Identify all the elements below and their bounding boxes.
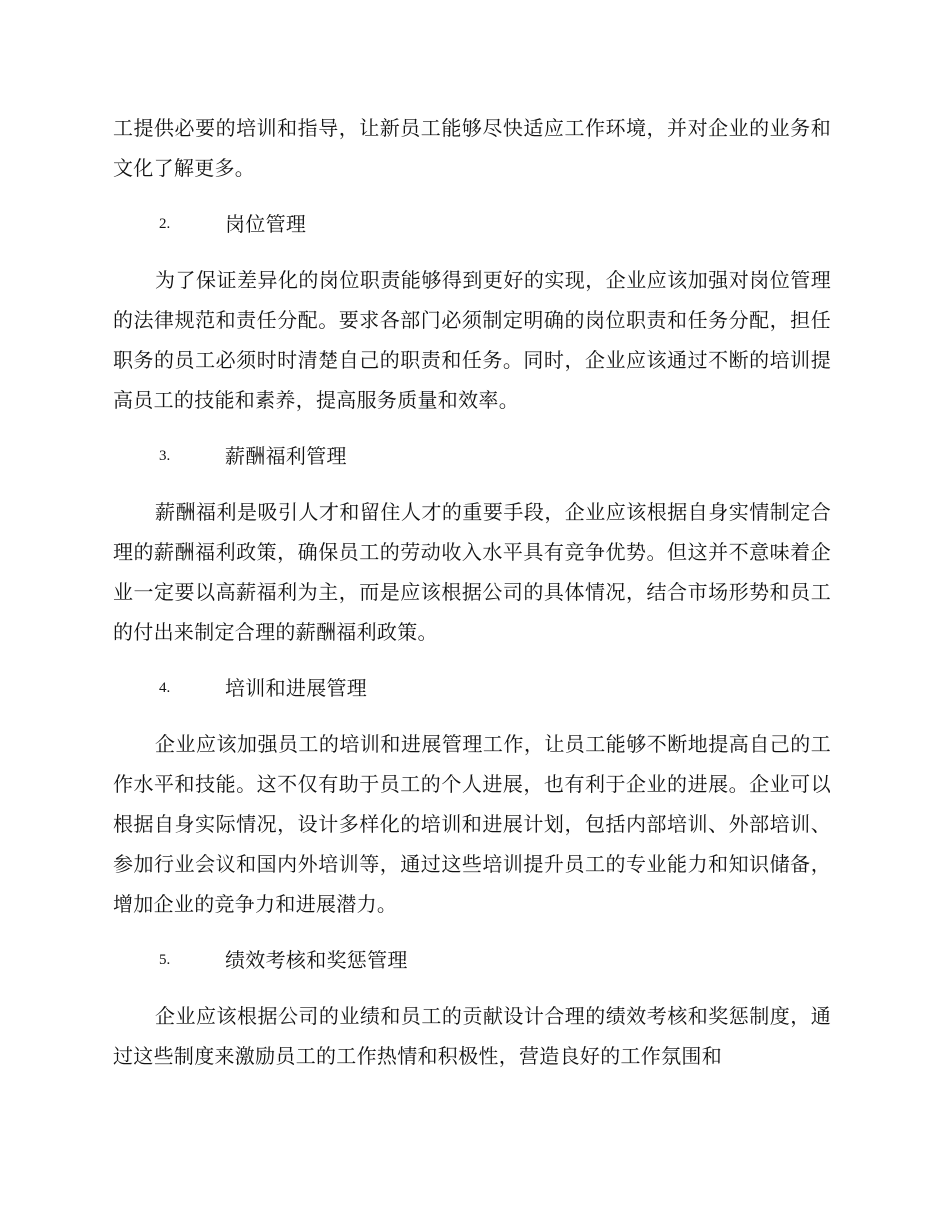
section-heading-5: [113, 940, 831, 980]
section-paragraph-5: 企业应该根据公司的业绩和员工的贡献设计合理的绩效考核和奖惩制度，通过这些制度来激励员工的工作热情和积极性，营造良好的工作氛围和: [113, 1004, 831, 1068]
intro-paragraph: 工提供必要的培训和指导，让新员工能够尽快适应工作环境，并对企业的业务和文化了解更多。: [113, 116, 831, 180]
section-number: 5.: [159, 952, 171, 968]
section-paragraph-4: 企业应该加强员工的培训和进展管理工作，让员工能够不断地提高自己的工作水平和技能。这不仅有助于员工的个人进展，也有利于企业的进展。企业可以根据自身实际情况，设计多样化的培训和进展计划，包括内部培训、外部培训、参加行业会议和国内外培训等，通过这些培训提升员工的专业能力和知识储备，增加企业的竞争力和进展潜力。: [113, 732, 831, 916]
section-number: 4.: [159, 680, 171, 696]
section-paragraph-2: 为了保证差异化的岗位职责能够得到更好的实现，企业应该加强对岗位管理的法律规范和责任分配。要求各部门必须制定明确的岗位职责和任务分配，担任职务的员工必须时时清楚自己的职责和任务。同时，企业应该通过不断的培训提高员工的技能和素养，提高服务质量和效率。: [113, 268, 831, 412]
section-title: 岗位管理: [225, 212, 307, 236]
section-heading-3: [113, 436, 831, 476]
section-title: 培训和进展管理: [225, 676, 368, 700]
section-paragraph-3: 薪酬福利是吸引人才和留住人才的重要手段，企业应该根据自身实情制定合理的薪酬福利政策，确保员工的劳动收入水平具有竞争优势。但这并不意味着企业一定要以高薪福利为主，而是应该根据公司的具体情况，结合市场形势和员工的付出来制定合理的薪酬福利政策。: [113, 500, 831, 644]
section-title: 薪酬福利管理: [225, 444, 347, 468]
section-number: 3.: [159, 448, 171, 464]
section-number: 2.: [159, 216, 171, 232]
section-heading-4: [113, 668, 831, 708]
section-title: 绩效考核和奖惩管理: [225, 948, 408, 972]
section-heading-2: [113, 204, 831, 244]
document-body: [113, 108, 831, 1076]
